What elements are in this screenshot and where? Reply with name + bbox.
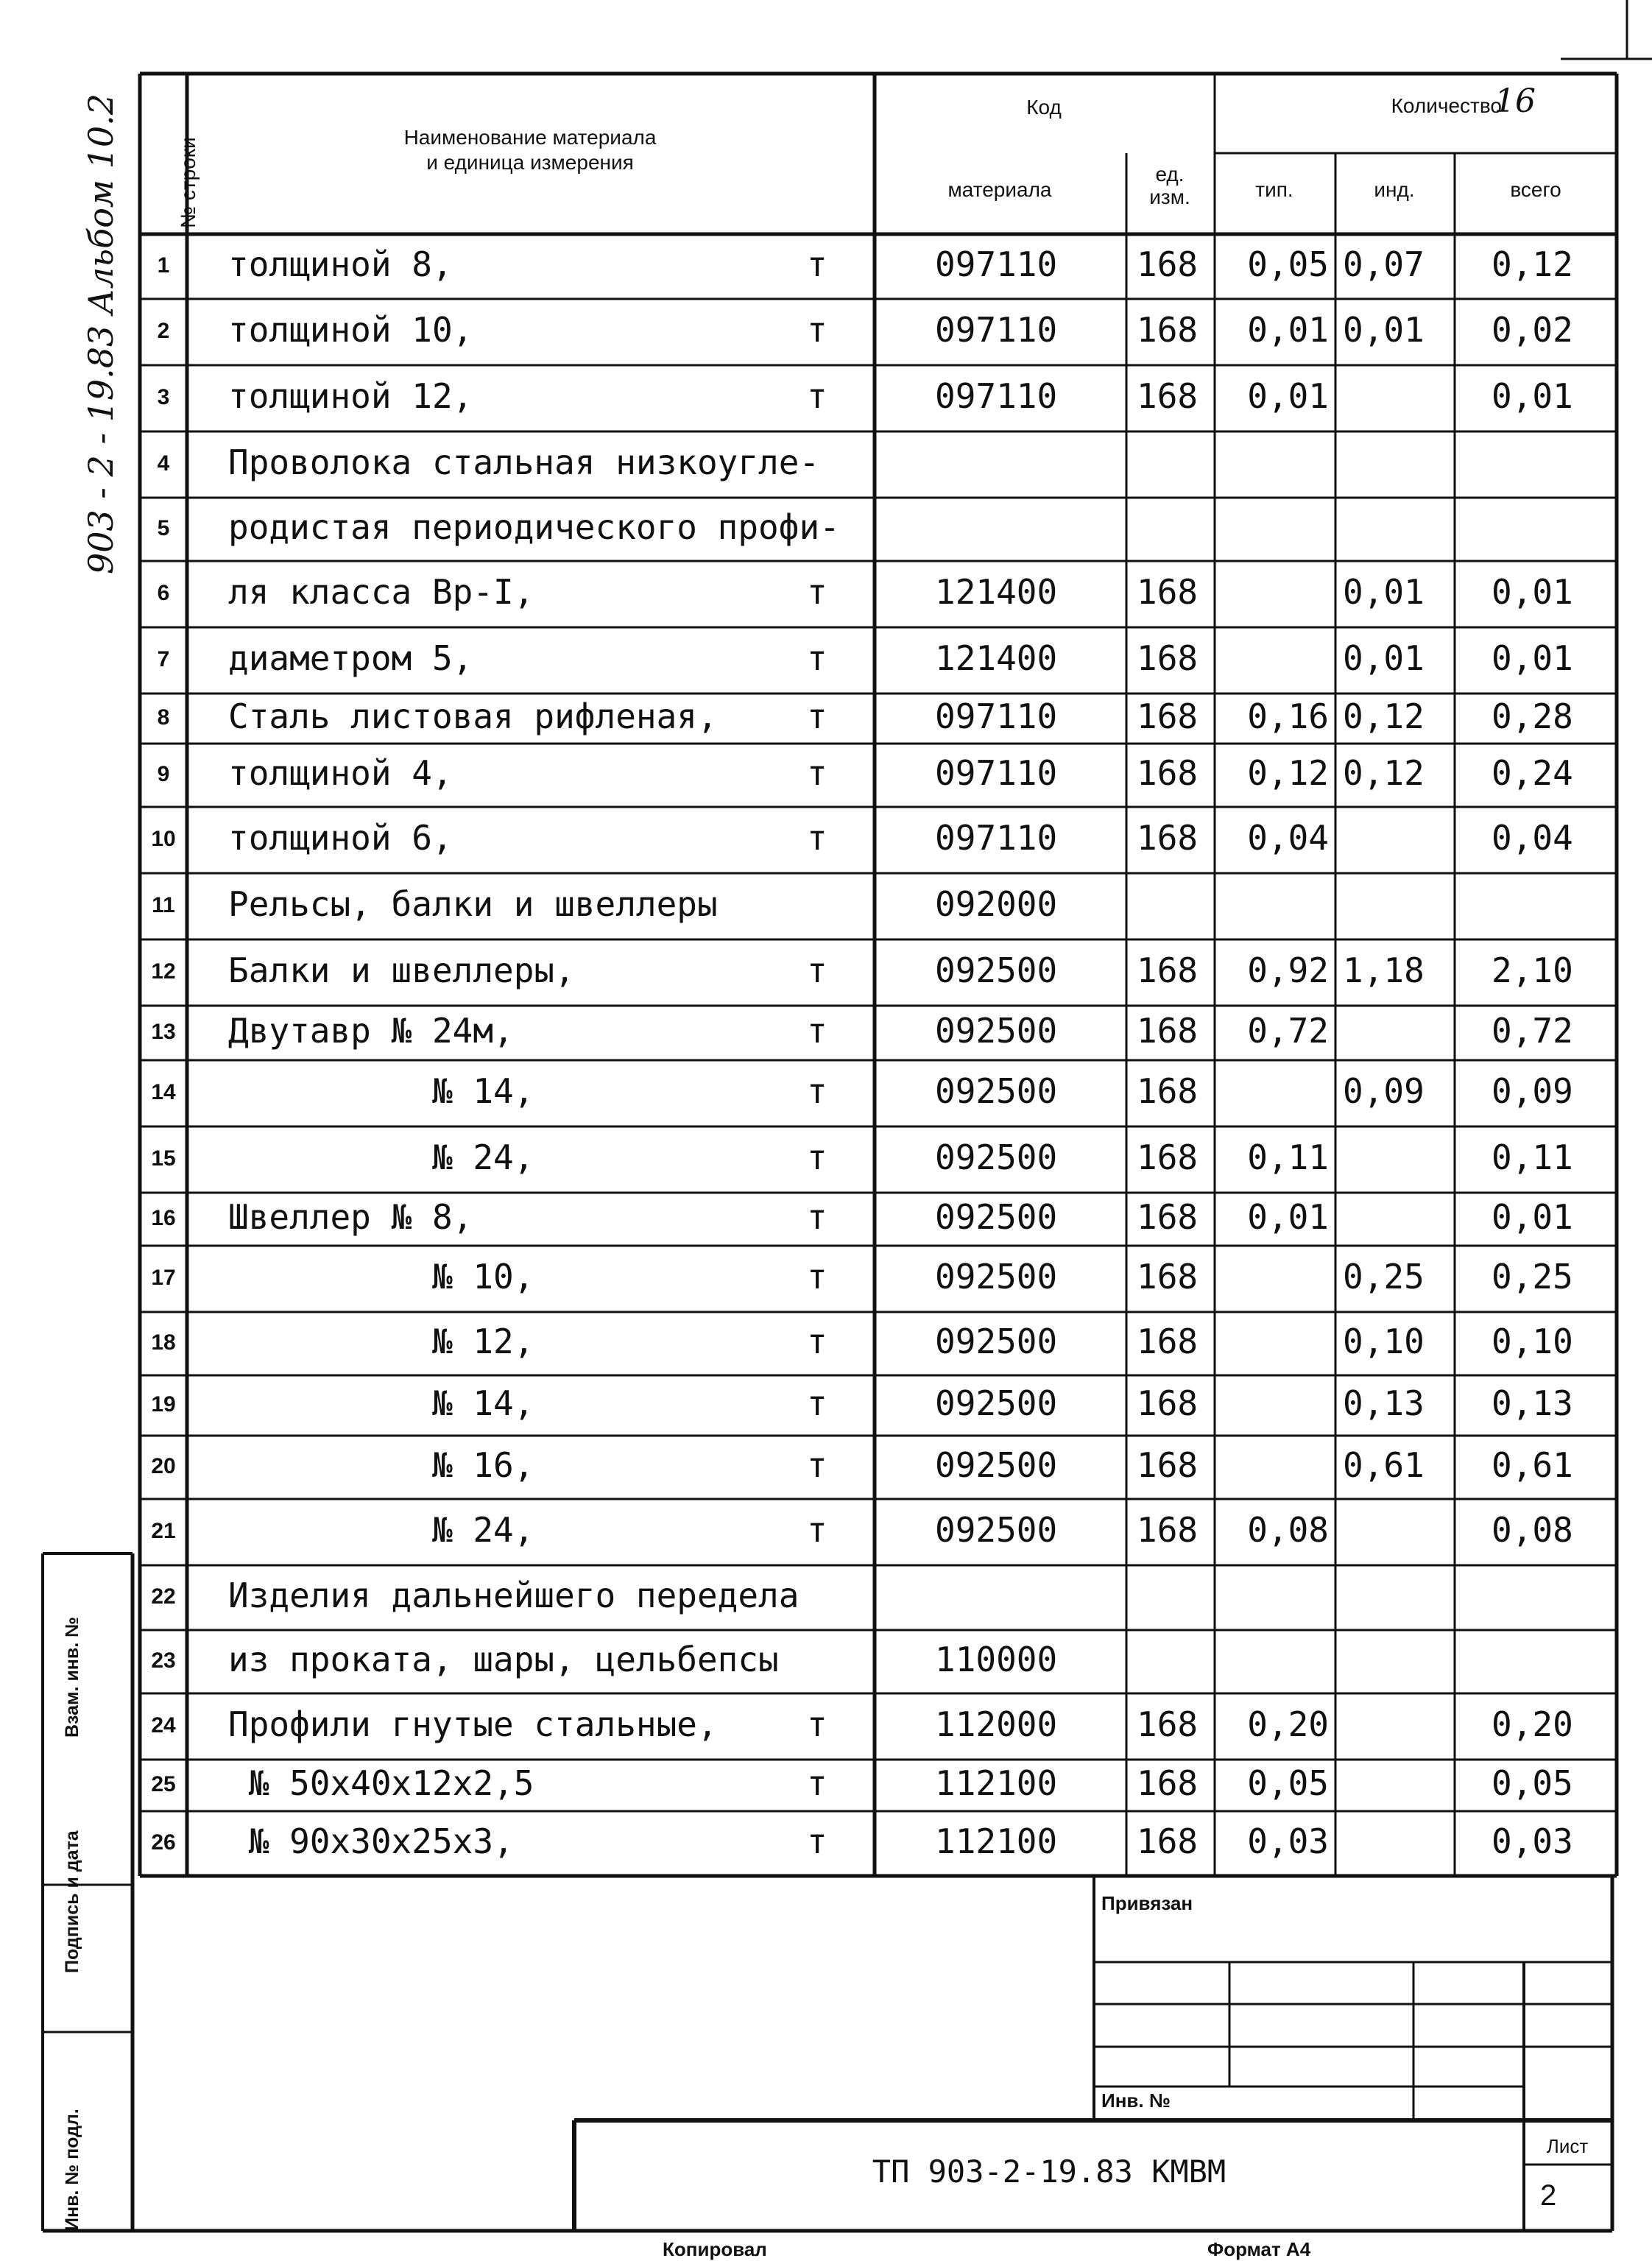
row-unit-code: 168 xyxy=(1137,376,1199,416)
row-name: Двутавр № 24м, xyxy=(228,1011,514,1051)
row-number-label: № строки xyxy=(177,137,200,228)
row-unit-code: 168 xyxy=(1137,1257,1199,1297)
row-unit-code: 168 xyxy=(1137,1763,1199,1803)
row-unit-letter: т xyxy=(807,950,827,990)
row-name: № 12, xyxy=(228,1322,534,1361)
row-unit-code: 168 xyxy=(1137,1445,1199,1485)
row-name: толщиной 10, xyxy=(228,310,473,350)
row-qty-total: 0,11 xyxy=(1492,1137,1573,1177)
header-ind: инд. xyxy=(1374,178,1415,201)
row-qty-ind: 0,12 xyxy=(1343,753,1425,793)
row-name: № 14, xyxy=(228,1071,534,1111)
row-qty-typ: 0,05 xyxy=(1247,244,1329,284)
row-qty-ind: 0,01 xyxy=(1343,638,1425,678)
row-name: толщиной 6, xyxy=(228,818,453,858)
row-name: № 24, xyxy=(228,1510,534,1550)
row-unit-letter: т xyxy=(807,753,827,793)
row-number: 1 xyxy=(157,253,170,278)
row-unit-letter: т xyxy=(807,1137,827,1177)
row-unit-letter: т xyxy=(807,1011,827,1051)
header-code-material: материала xyxy=(947,178,1052,201)
row-qty-total: 0,25 xyxy=(1492,1257,1573,1297)
row-code: 097110 xyxy=(935,753,1058,793)
row-name: № 14, xyxy=(228,1383,534,1423)
row-name: Сталь листовая рифленая, xyxy=(228,696,718,736)
row-qty-total: 0,61 xyxy=(1492,1445,1573,1485)
qty-label: Количество xyxy=(1391,94,1502,117)
row-unit-letter: т xyxy=(807,1704,827,1744)
header-row-number xyxy=(140,96,200,236)
row-code: 110000 xyxy=(935,1640,1058,1679)
row-unit-letter: т xyxy=(807,1821,827,1861)
row-unit-letter: т xyxy=(807,310,827,350)
row-qty-ind: 0,25 xyxy=(1343,1257,1425,1297)
row-code: 092500 xyxy=(935,1510,1058,1550)
row-unit-code: 168 xyxy=(1137,638,1199,678)
row-unit-code: 168 xyxy=(1137,1383,1199,1423)
row-qty-typ: 0,92 xyxy=(1247,950,1329,990)
row-unit-code: 168 xyxy=(1137,1704,1199,1744)
row-unit-letter: т xyxy=(807,818,827,858)
row-unit-code: 168 xyxy=(1137,818,1199,858)
row-qty-ind: 0,12 xyxy=(1343,696,1425,736)
row-code: 112000 xyxy=(935,1704,1058,1744)
row-unit-code: 168 xyxy=(1137,753,1199,793)
row-qty-ind: 1,18 xyxy=(1343,950,1425,990)
row-name: Проволока стальная низкоугле- xyxy=(228,442,820,482)
row-number: 8 xyxy=(157,705,170,730)
row-unit-code: 168 xyxy=(1137,1322,1199,1361)
footer-format: Формат А4 xyxy=(1207,2238,1311,2260)
row-qty-typ: 0,08 xyxy=(1247,1510,1329,1550)
row-unit-code: 168 xyxy=(1137,696,1199,736)
row-number: 10 xyxy=(151,827,176,851)
row-qty-ind: 0,01 xyxy=(1343,310,1425,350)
row-qty-typ: 0,72 xyxy=(1247,1011,1329,1051)
row-name: № 24, xyxy=(228,1137,534,1177)
row-unit-letter: т xyxy=(807,1445,827,1485)
row-code: 097110 xyxy=(935,244,1058,284)
row-number: 16 xyxy=(151,1206,176,1230)
row-qty-typ: 0,12 xyxy=(1247,753,1329,793)
row-unit-code: 168 xyxy=(1137,244,1199,284)
row-qty-total: 0,05 xyxy=(1492,1763,1573,1803)
row-number: 4 xyxy=(157,451,170,476)
row-name: Балки и швеллеры, xyxy=(228,950,575,990)
row-unit-letter: т xyxy=(807,376,827,416)
row-name: № 90x30x25x3, xyxy=(228,1821,514,1861)
row-number: 24 xyxy=(151,1713,176,1738)
row-qty-typ: 0,16 xyxy=(1247,696,1329,736)
row-qty-total: 0,03 xyxy=(1492,1821,1573,1861)
sheet-number: 2 xyxy=(1540,2179,1557,2212)
qty-handwritten-note: 16 xyxy=(1494,82,1536,120)
row-number: 7 xyxy=(157,647,170,671)
row-qty-ind: 0,61 xyxy=(1343,1445,1425,1485)
row-name: диаметром 5, xyxy=(228,638,473,678)
row-qty-ind: 0,13 xyxy=(1343,1383,1425,1423)
footer-copied: Копировал xyxy=(663,2238,767,2260)
row-number: 2 xyxy=(157,319,170,343)
row-unit-code: 168 xyxy=(1137,1510,1199,1550)
header-qty xyxy=(1215,94,1524,118)
row-code: 092500 xyxy=(935,1137,1058,1177)
row-qty-typ: 0,03 xyxy=(1247,1821,1329,1861)
row-qty-typ: 0,04 xyxy=(1247,818,1329,858)
row-qty-typ: 0,20 xyxy=(1247,1704,1329,1744)
row-unit-code: 168 xyxy=(1137,1071,1199,1111)
row-qty-total: 0,13 xyxy=(1492,1383,1573,1423)
row-qty-typ: 0,05 xyxy=(1247,1763,1329,1803)
row-number: 11 xyxy=(152,893,175,917)
row-code: 092500 xyxy=(935,1011,1058,1051)
row-qty-total: 0,01 xyxy=(1492,572,1573,612)
row-name: № 16, xyxy=(228,1445,534,1485)
row-qty-total: 0,24 xyxy=(1492,753,1573,793)
header-code: Код xyxy=(1026,96,1062,119)
side-label-inv-podl: Инв. № подл. xyxy=(62,2109,82,2231)
row-name: № 10, xyxy=(228,1257,534,1297)
row-code: 092500 xyxy=(935,1071,1058,1111)
row-number: 20 xyxy=(151,1454,176,1478)
row-unit-letter: т xyxy=(807,1763,827,1803)
row-unit-letter: т xyxy=(807,696,827,736)
row-code: 092500 xyxy=(935,1257,1058,1297)
row-unit-letter: т xyxy=(807,1383,827,1423)
row-name: Рельсы, балки и швеллеры xyxy=(228,884,718,924)
row-number: 12 xyxy=(151,959,176,984)
row-qty-total: 2,10 xyxy=(1492,950,1573,990)
row-qty-total: 0,01 xyxy=(1492,376,1573,416)
row-number: 26 xyxy=(151,1830,176,1855)
row-code: 092500 xyxy=(935,1197,1058,1237)
row-number: 19 xyxy=(151,1392,176,1417)
row-name: родистая периодического профи- xyxy=(228,507,840,547)
row-code: 112100 xyxy=(935,1821,1058,1861)
row-qty-total: 0,02 xyxy=(1492,310,1573,350)
stamp-attached-label: Привязан xyxy=(1101,1892,1193,1914)
row-qty-total: 0,04 xyxy=(1492,818,1573,858)
row-code: 092500 xyxy=(935,1383,1058,1423)
row-qty-ind: 0,09 xyxy=(1343,1071,1425,1111)
document-code: ТП 903-2-19.83 КМВМ xyxy=(872,2154,1226,2190)
sheet-label: Лист xyxy=(1546,2135,1589,2157)
row-code: 092500 xyxy=(935,1445,1058,1485)
row-name: ля класса Вр-I, xyxy=(228,572,534,612)
row-number: 21 xyxy=(151,1519,176,1543)
row-qty-total: 0,10 xyxy=(1492,1322,1573,1361)
row-qty-typ: 0,01 xyxy=(1247,1197,1329,1237)
row-unit-letter: т xyxy=(807,1322,827,1361)
row-code: 097110 xyxy=(935,696,1058,736)
row-name: Швеллер № 8, xyxy=(228,1197,473,1237)
row-code: 097110 xyxy=(935,310,1058,350)
row-unit-code: 168 xyxy=(1137,1197,1199,1237)
row-qty-typ: 0,11 xyxy=(1247,1137,1329,1177)
row-code: 097110 xyxy=(935,818,1058,858)
row-qty-total: 0,12 xyxy=(1492,244,1573,284)
row-qty-ind: 0,07 xyxy=(1343,244,1425,284)
row-qty-total: 0,01 xyxy=(1492,1197,1573,1237)
row-qty-typ: 0,01 xyxy=(1247,376,1329,416)
row-unit-letter: т xyxy=(807,1197,827,1237)
row-qty-total: 0,72 xyxy=(1492,1011,1573,1051)
row-unit-code: 168 xyxy=(1137,1821,1199,1861)
row-number: 23 xyxy=(151,1648,176,1673)
row-qty-total: 0,08 xyxy=(1492,1510,1573,1550)
row-number: 25 xyxy=(151,1772,176,1796)
row-code: 092500 xyxy=(935,950,1058,990)
row-unit-code: 168 xyxy=(1137,572,1199,612)
header-name: Наименование материала и единица измерения xyxy=(403,126,657,174)
row-unit-code: 168 xyxy=(1137,950,1199,990)
row-name: толщиной 4, xyxy=(228,753,453,793)
row-unit-letter: т xyxy=(807,572,827,612)
row-number: 5 xyxy=(157,516,170,540)
side-label-vzam: Взам. инв. № xyxy=(62,1616,82,1738)
row-unit-letter: т xyxy=(807,1257,827,1297)
header-total: всего xyxy=(1510,178,1561,201)
row-number: 3 xyxy=(157,385,170,409)
row-code: 121400 xyxy=(935,638,1058,678)
row-code: 121400 xyxy=(935,572,1058,612)
row-code: 112100 xyxy=(935,1763,1058,1803)
row-unit-code: 168 xyxy=(1137,310,1199,350)
row-unit-code: 168 xyxy=(1137,1137,1199,1177)
row-name: Профили гнутые стальные, xyxy=(228,1704,718,1744)
row-name: № 50x40x12x2,5 xyxy=(228,1763,534,1803)
row-number: 15 xyxy=(151,1146,176,1171)
header-unit: ед. изм. xyxy=(1149,163,1190,208)
row-unit-letter: т xyxy=(807,1510,827,1550)
row-qty-typ: 0,01 xyxy=(1247,310,1329,350)
row-code: 097110 xyxy=(935,376,1058,416)
row-code: 092500 xyxy=(935,1322,1058,1361)
row-qty-ind: 0,01 xyxy=(1343,572,1425,612)
row-number: 13 xyxy=(151,1020,176,1044)
row-unit-letter: т xyxy=(807,1071,827,1111)
row-unit-letter: т xyxy=(807,638,827,678)
row-name: из проката, шары, цельбепсы xyxy=(228,1640,779,1679)
row-number: 9 xyxy=(157,762,170,786)
row-number: 14 xyxy=(151,1080,176,1104)
row-number: 18 xyxy=(151,1330,176,1355)
row-qty-total: 0,01 xyxy=(1492,638,1573,678)
row-qty-ind: 0,10 xyxy=(1343,1322,1425,1361)
row-unit-letter: т xyxy=(807,244,827,284)
row-number: 22 xyxy=(151,1584,176,1609)
row-qty-total: 0,09 xyxy=(1492,1071,1573,1111)
row-number: 17 xyxy=(151,1266,176,1290)
header-typ: тип. xyxy=(1255,178,1293,201)
side-label-podpis: Подпись и дата xyxy=(62,1830,82,1973)
album-label: 903 - 2 - 19.83 Альбом 10.2 xyxy=(81,93,121,574)
row-qty-total: 0,28 xyxy=(1492,696,1573,736)
row-code: 092000 xyxy=(935,884,1058,924)
stamp-inv-no-label: Инв. № xyxy=(1101,2089,1171,2112)
row-unit-code: 168 xyxy=(1137,1011,1199,1051)
row-qty-total: 0,20 xyxy=(1492,1704,1573,1744)
row-number: 6 xyxy=(157,581,170,605)
row-name: толщиной 12, xyxy=(228,376,473,416)
row-name: толщиной 8, xyxy=(228,244,453,284)
row-name: Изделия дальнейшего передела xyxy=(228,1576,799,1615)
